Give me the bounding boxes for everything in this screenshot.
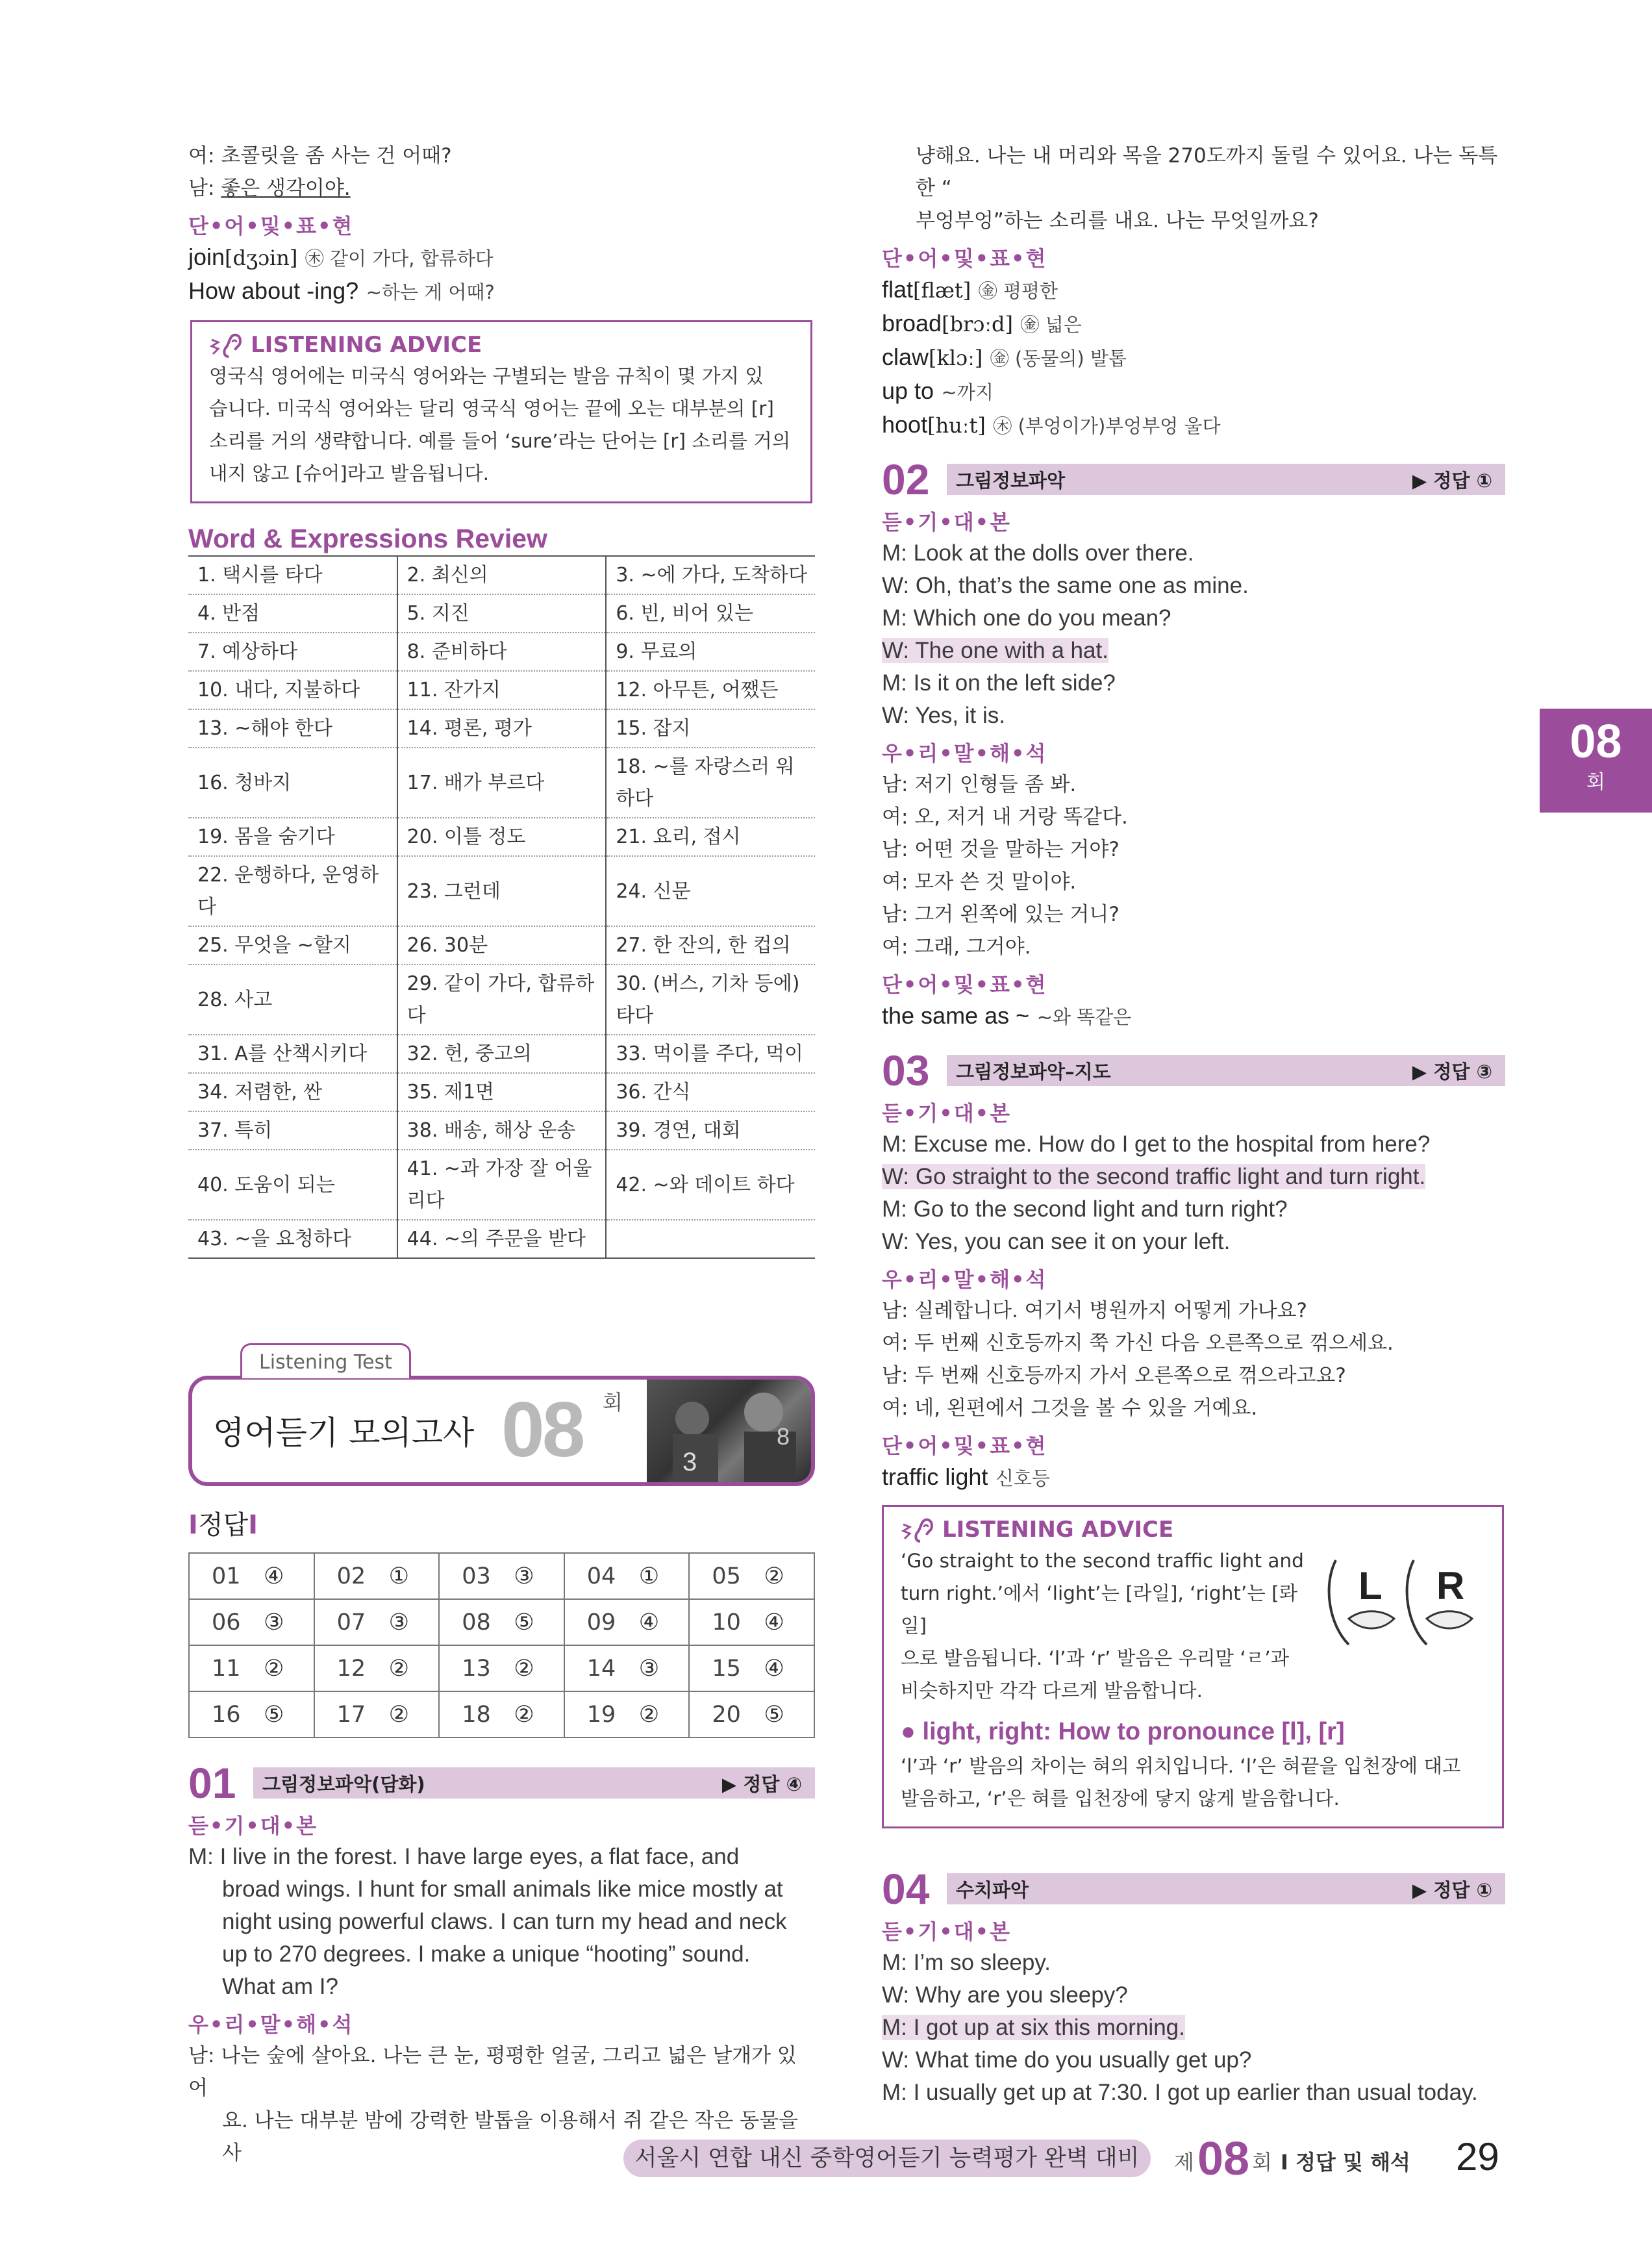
answer-choice: ③ (514, 1563, 534, 1589)
answer-cell (689, 1553, 814, 1599)
answer-number: 15 (712, 1655, 741, 1682)
translation-heading: 우•리•말•해•석 (188, 2012, 354, 2037)
advice-line: 소리를 거의 생략합니다. 예를 들어 ‘sure’라는 단어는 [r] 소리를 거의 (209, 430, 791, 452)
vocab-heading: 단•어•및•표•현 (882, 1434, 1047, 1458)
review-cell: 29. 같이 가다, 합류하다 (397, 965, 607, 1035)
answer-choice: ④ (764, 1655, 784, 1682)
question-number: 04 (882, 1865, 930, 1913)
script-line: W: Yes, you can see it on your left. (882, 1229, 1231, 1254)
footer-section: I 정답 및 해석 (1281, 2150, 1410, 2175)
football-photo (647, 1380, 815, 1486)
listening-advice-box-lr (882, 1505, 1504, 1828)
script-line: M: Look at the dolls over there. (882, 540, 1194, 566)
answer-choice: ⑤ (264, 1701, 284, 1728)
review-cell: 22. 운행하다, 운영하다 (188, 856, 397, 926)
book-title: 서울시 연합 내신 중학영어듣기 능력평가 완벽 대비 (623, 2140, 1151, 2177)
question-type-bar: 그림정보파악–지도 ▶ 정답 ③ (947, 1055, 1505, 1086)
listening-advice-box (190, 320, 812, 503)
review-cell: 11. 잔가지 (397, 671, 607, 709)
vocab-item: up to ~까지 (882, 377, 994, 404)
answer-choice: ⑤ (764, 1701, 784, 1728)
answer-number: 06 (212, 1609, 241, 1636)
answer-choice: ② (764, 1563, 784, 1589)
review-cell: 5. 지진 (397, 594, 607, 633)
answer-choice: ⑤ (514, 1609, 534, 1636)
q01-header (188, 1759, 815, 1807)
vocab-item: How about -ing? ~하는 게 어때? (188, 277, 495, 304)
test-number: 08 (501, 1386, 583, 1473)
answer-cell (314, 1553, 440, 1599)
review-row (188, 633, 815, 671)
script-line: W: Oh, that’s the same one as mine. (882, 573, 1249, 598)
answer-cell (189, 1645, 314, 1691)
svg-text:L: L (1358, 1564, 1383, 1608)
answer-choice: ① (638, 1563, 660, 1589)
svg-text:8: 8 (777, 1423, 790, 1450)
review-cell: 21. 요리, 접시 (606, 818, 815, 856)
answer-number: 07 (336, 1609, 366, 1636)
review-cell: 40. 도움이 되는 (188, 1150, 397, 1220)
review-cell: 42. ~와 데이트 하다 (606, 1150, 815, 1220)
answer-number: 01 (212, 1563, 241, 1589)
vocab-heading: 단•어•및•표•현 (882, 972, 1047, 997)
answer-choice: ② (514, 1701, 534, 1728)
answer-choice: ③ (264, 1609, 284, 1636)
advice-line: ‘l’과 ‘r’ 발음의 차이는 혀의 위치입니다. ‘l’은 혀끝을 입천장에 대고 (901, 1755, 1461, 1777)
vocab-item: broad[brɔːd] ㊎ 넓은 (882, 310, 1082, 336)
question-type-bar: 그림정보파악 ▶ 정답 ① (947, 464, 1505, 495)
review-cell: 32. 헌, 중고의 (397, 1035, 607, 1073)
answer-cell (189, 1691, 314, 1737)
question-number: 02 (882, 455, 930, 503)
review-cell: 3. ~에 가다, 도착하다 (606, 556, 815, 594)
translation-line: 남: 어떤 것을 말하는 거야? (882, 838, 1120, 861)
review-cell: 39. 경연, 대회 (606, 1111, 815, 1150)
answer-number: 20 (712, 1701, 741, 1728)
vocab-item: the same as ~ ~와 똑같은 (882, 1002, 1132, 1029)
review-cell: 13. ~해야 한다 (188, 709, 397, 748)
advice-line: 영국식 영어에는 미국식 영어와는 구별되는 발음 규칙이 몇 가지 있 (209, 365, 764, 387)
answer-cell (689, 1599, 814, 1645)
vocab-heading: 단•어•및•표•현 (188, 214, 354, 238)
question-type-bar: 수치파악 ▶ 정답 ① (947, 1873, 1505, 1904)
advice-line: ‘Go straight to the second traffic light and (901, 1550, 1304, 1572)
review-cell: 31. A를 산책시키다 (188, 1035, 397, 1073)
vocab-item: claw[klɔː] ㊎ (동물의) 발톱 (882, 344, 1127, 370)
answer-choice: ② (264, 1655, 284, 1682)
script-line: M: I got up at six this morning. (882, 2015, 1185, 2040)
review-cell: 16. 청바지 (188, 748, 397, 818)
question-number: 03 (882, 1046, 930, 1094)
review-cell: 24. 신문 (606, 856, 815, 926)
review-row (188, 748, 815, 818)
review-cell: 34. 저렴한, 싼 (188, 1073, 397, 1111)
review-row (188, 1220, 815, 1258)
right-column (882, 140, 1505, 2109)
script-heading: 듣•기•대•본 (188, 1813, 318, 1838)
answer-cell (564, 1553, 690, 1599)
answer-table (188, 1552, 815, 1738)
pronounce-heading: ● light, right: How to pronounce [l], [r] (901, 1718, 1345, 1745)
review-row (188, 556, 815, 594)
page-footer (0, 2133, 1652, 2185)
answer-choice: ④ (264, 1563, 284, 1589)
mouth-diagram-icon (1323, 1547, 1485, 1658)
review-cell: 2. 최신의 (397, 556, 607, 594)
review-cell: 14. 평론, 평가 (397, 709, 607, 748)
translation-line: 요. 나는 대부분 밤에 강력한 발톱을 이용해서 쥐 같은 작은 동물을 사 (222, 2109, 798, 2165)
review-cell: 1. 택시를 타다 (188, 556, 397, 594)
review-cell (606, 1220, 815, 1258)
answer-number: 10 (712, 1609, 741, 1636)
answer-choice: ③ (638, 1655, 660, 1682)
translation-heading: 우•리•말•해•석 (882, 741, 1047, 766)
review-row (188, 1111, 815, 1150)
answer-choice: ④ (764, 1609, 784, 1636)
answer-number: 04 (586, 1563, 616, 1589)
vocab-item: hoot[huːt] ㊍ (부엉이가)부엉부엉 울다 (882, 411, 1221, 438)
answer-cell (189, 1599, 314, 1645)
answer-number: 09 (586, 1609, 616, 1636)
answer-cell (439, 1553, 564, 1599)
script-heading: 듣•기•대•본 (882, 510, 1012, 535)
review-row (188, 1035, 815, 1073)
script-line: M: I’m so sleepy. (882, 1950, 1051, 1975)
answer-row (189, 1645, 814, 1691)
review-row (188, 1150, 815, 1220)
review-cell: 17. 배가 부르다 (397, 748, 607, 818)
answer-number: 16 (212, 1701, 241, 1728)
review-row (188, 926, 815, 965)
translation-line: 여: 그래, 그거야. (882, 935, 1031, 959)
review-cell: 37. 특히 (188, 1111, 397, 1150)
answer-cell (564, 1599, 690, 1645)
test-hoe: 회 (603, 1390, 623, 1415)
answers-title: I정답I (188, 1510, 258, 1540)
dialog-line: 남: 좋은 생각이야. (188, 177, 351, 200)
listening-test-banner (188, 1376, 815, 1486)
advice-line: 내지 않고 [슈어]라고 발음됩니다. (209, 462, 489, 485)
script-line: What am I? (222, 1974, 338, 1999)
vocab-heading: 단•어•및•표•현 (882, 246, 1047, 271)
translation-heading: 우•리•말•해•석 (882, 1267, 1047, 1292)
review-cell: 20. 이틀 정도 (397, 818, 607, 856)
q01-script (188, 1841, 815, 2003)
answer-cell (439, 1691, 564, 1737)
answer-row (189, 1553, 814, 1599)
review-row (188, 594, 815, 633)
answer-number: 08 (462, 1609, 491, 1636)
listening-test-header (188, 1343, 815, 1476)
answer-number: 05 (712, 1563, 741, 1589)
script-line: M: I usually get up at 7:30. I got up earlier than usual today. (882, 2080, 1478, 2105)
listening-test-tab: Listening Test (240, 1343, 411, 1378)
q02-script (882, 537, 1505, 732)
answer-cell (314, 1599, 440, 1645)
review-row (188, 818, 815, 856)
q04-script (882, 1947, 1505, 2109)
q04-header (882, 1865, 1505, 1913)
review-cell: 12. 아무튼, 어쨌든 (606, 671, 815, 709)
review-title: Word & Expressions Review (188, 524, 547, 553)
ear-icon (901, 1515, 934, 1544)
script-line: M: Which one do you mean? (882, 605, 1171, 631)
advice-heading: LISTENING ADVICE (209, 330, 794, 360)
answer-number: 11 (212, 1655, 241, 1682)
answer-choice: ② (388, 1655, 409, 1682)
review-cell: 10. 내다, 지불하다 (188, 671, 397, 709)
review-cell: 28. 사고 (188, 965, 397, 1035)
review-row (188, 965, 815, 1035)
script-line: up to 270 degrees. I make a unique “hooting” sound. (222, 1941, 751, 1967)
translation-line: 여: 오, 저거 내 거랑 똑같다. (882, 805, 1128, 829)
review-cell: 15. 잡지 (606, 709, 815, 748)
answer-row (189, 1691, 814, 1737)
test-title: 영어듣기 모의고사 (213, 1414, 475, 1452)
advice-line: 습니다. 미국식 영어와는 달리 영국식 영어는 끝에 오는 대부분의 [r] (209, 398, 774, 420)
script-line: M: Is it on the left side? (882, 670, 1116, 696)
answer-choice: ② (638, 1701, 660, 1728)
script-line: W: What time do you usually get up? (882, 2047, 1252, 2073)
review-cell: 33. 먹이를 주다, 먹이 (606, 1035, 815, 1073)
advice-heading: LISTENING ADVICE (901, 1515, 1485, 1545)
chapter-label: 회 (1586, 771, 1605, 794)
answer-row (189, 1599, 814, 1645)
question-type-bar: 그림정보파악(담화) ▶ 정답 ④ (253, 1767, 815, 1799)
review-cell: 9. 무료의 (606, 633, 815, 671)
review-cell: 27. 한 잔의, 한 컵의 (606, 926, 815, 965)
translation-line: 남: 그거 왼쪽에 있는 거니? (882, 903, 1120, 926)
review-cell: 41. ~과 가장 잘 어울리다 (397, 1150, 607, 1220)
review-cell: 7. 예상하다 (188, 633, 397, 671)
translation-line: 남: 실례합니다. 여기서 병원까지 어떻게 가나요? (882, 1299, 1307, 1322)
review-cell: 4. 반점 (188, 594, 397, 633)
page-number: 29 (1456, 2135, 1499, 2179)
answer-choice: ② (388, 1701, 409, 1728)
footer-hoe: 회 (1252, 2150, 1272, 2175)
ear-icon (209, 331, 243, 359)
answer-number: 03 (462, 1563, 491, 1589)
review-cell: 44. ~의 주문을 받다 (397, 1220, 607, 1258)
advice-line: 발음하고, ‘r’은 혀를 입천장에 닿지 않게 발음합니다. (901, 1787, 1340, 1810)
svg-text:3: 3 (682, 1448, 697, 1476)
left-column (188, 140, 815, 2169)
review-cell: 6. 빈, 비어 있는 (606, 594, 815, 633)
script-line: M: Excuse me. How do I get to the hospital from here? (882, 1131, 1431, 1157)
answer-number: 12 (336, 1655, 366, 1682)
answer-number: 02 (336, 1563, 366, 1589)
answer-number: 19 (586, 1701, 616, 1728)
answer-number: 17 (336, 1701, 366, 1728)
translation-line: 여: 네, 왼편에서 그것을 볼 수 있을 거예요. (882, 1396, 1258, 1420)
review-cell: 30. (버스, 기차 등에) 타다 (606, 965, 815, 1035)
translation-line: 여: 두 번째 신호등까지 쭉 가신 다음 오른쪽으로 꺾으세요. (882, 1332, 1394, 1355)
review-table (188, 555, 815, 1259)
vocab-item: traffic light 신호등 (882, 1463, 1050, 1490)
answer-cell (439, 1645, 564, 1691)
advice-line: 으로 발음됩니다. ‘l’과 ‘r’ 발음은 우리말 ‘ㄹ’과 (901, 1647, 1290, 1669)
review-cell: 19. 몸을 숨기다 (188, 818, 397, 856)
review-cell: 25. 무엇을 ~할지 (188, 926, 397, 965)
review-cell: 23. 그런데 (397, 856, 607, 926)
script-line: night using powerful claws. I can turn my head and neck (222, 1909, 787, 1934)
answer-cell (439, 1599, 564, 1645)
q03-header (882, 1046, 1505, 1094)
answer-choice: ① (388, 1563, 409, 1589)
script-heading: 듣•기•대•본 (882, 1101, 1012, 1126)
review-cell: 18. ~를 자랑스러 워하다 (606, 748, 815, 818)
translation-line: 냥해요. 나는 내 머리와 목을 270도까지 돌릴 수 있어요. 나는 독특한 “ (916, 144, 1498, 200)
vocab-item: flat[flæt] ㊎ 평평한 (882, 276, 1058, 303)
q02-header (882, 455, 1505, 503)
footer-number: 08 (1197, 2133, 1250, 2185)
answer-choice: ② (514, 1655, 534, 1682)
answer-cell (564, 1645, 690, 1691)
script-line: W: The one with a hat. (882, 638, 1108, 663)
advice-line: 비슷하지만 각각 다르게 발음합니다. (901, 1680, 1203, 1702)
script-line: W: Why are you sleepy? (882, 1982, 1128, 2008)
answer-cell (689, 1645, 814, 1691)
review-cell: 26. 30분 (397, 926, 607, 965)
script-line: W: Go straight to the second traffic light and turn right. (882, 1164, 1426, 1189)
chapter-number: 08 (1570, 716, 1622, 768)
svg-text:R: R (1436, 1564, 1465, 1608)
review-cell: 35. 제1면 (397, 1073, 607, 1111)
footer-je: 제 (1174, 2150, 1194, 2175)
answer-cell (189, 1553, 314, 1599)
review-row (188, 671, 815, 709)
review-cell: 38. 배송, 해상 운송 (397, 1111, 607, 1150)
review-cell: 36. 간식 (606, 1073, 815, 1111)
answer-number: 14 (586, 1655, 616, 1682)
answer-cell (314, 1691, 440, 1737)
answer-choice: ③ (388, 1609, 409, 1636)
q03-script (882, 1128, 1505, 1258)
translation-line: 남: 나는 숲에 살아요. 나는 큰 눈, 평평한 얼굴, 그리고 넓은 날개가 있어 (188, 2044, 797, 2100)
script-line: W: Yes, it is. (882, 703, 1005, 728)
answer-number: 18 (462, 1701, 491, 1728)
vocab-item: join[dʒɔin] ㊍ 같이 가다, 합류하다 (188, 244, 494, 270)
translation-line: 부엉부엉”하는 소리를 내요. 나는 무엇일까요? (916, 209, 1319, 233)
review-cell: 43. ~을 요청하다 (188, 1220, 397, 1258)
advice-line: turn right.’에서 ‘light’는 [라일], ‘right’는 [롸일] (901, 1582, 1298, 1637)
answer-cell (564, 1691, 690, 1737)
script-heading: 듣•기•대•본 (882, 1919, 1012, 1944)
answer-choice: ④ (638, 1609, 660, 1636)
review-row (188, 1073, 815, 1111)
script-line: M: Go to the second light and turn right? (882, 1196, 1288, 1222)
dialog-line: 여: 초콜릿을 좀 사는 건 어때? (188, 144, 452, 168)
review-row (188, 856, 815, 926)
translation-line: 여: 모자 쓴 것 말이야. (882, 870, 1077, 894)
answer-number: 13 (462, 1655, 491, 1682)
translation-line: 남: 두 번째 신호등까지 가서 오른쪽으로 꺾으라고요? (882, 1364, 1346, 1387)
review-row (188, 709, 815, 748)
chapter-side-tab (1540, 709, 1652, 813)
question-number: 01 (188, 1759, 236, 1807)
script-line: M: I live in the forest. I have large eyes, a flat face, and (188, 1844, 740, 1869)
translation-line: 남: 저기 인형들 좀 봐. (882, 773, 1077, 796)
answer-cell (689, 1691, 814, 1737)
answer-cell (314, 1645, 440, 1691)
review-cell: 8. 준비하다 (397, 633, 607, 671)
script-line: broad wings. I hunt for small animals like mice mostly at (222, 1876, 783, 1902)
